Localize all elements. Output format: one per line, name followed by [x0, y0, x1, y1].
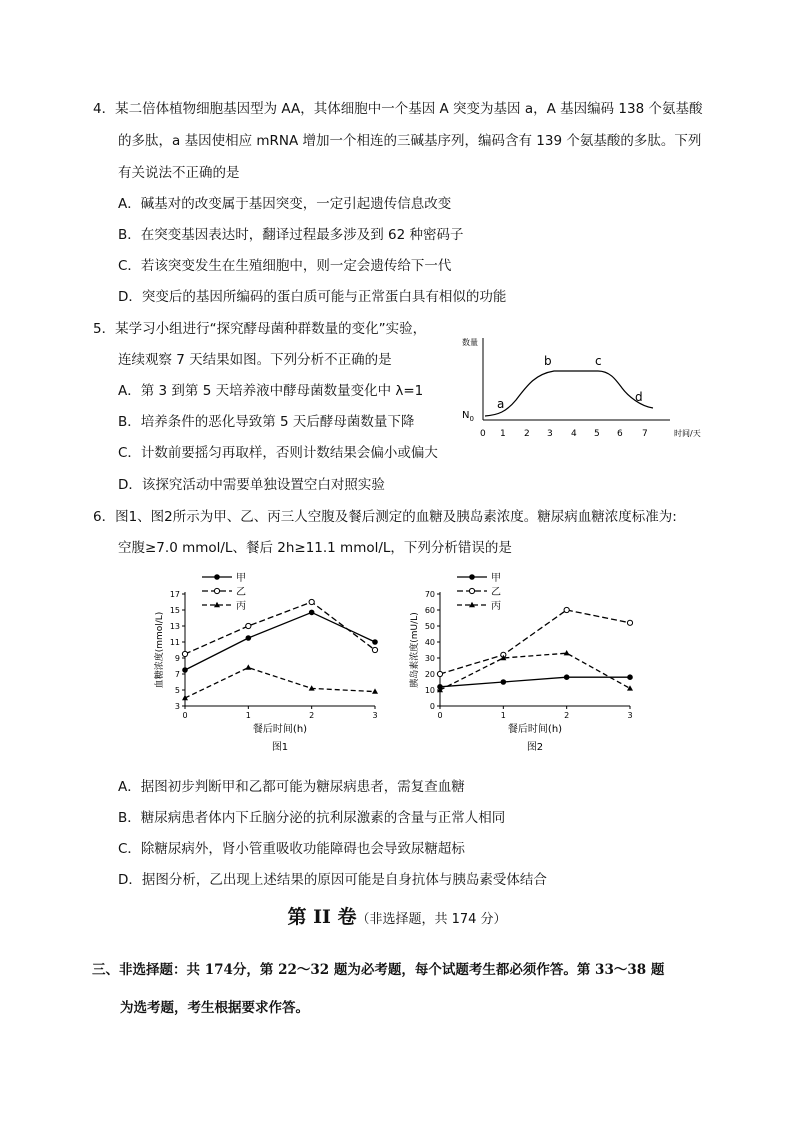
pop-tick-5: 5	[594, 429, 600, 439]
fig2-xtick-label: 1	[500, 711, 506, 720]
fig2-point-s0	[501, 679, 507, 685]
fig1-legend-label-0: 甲	[236, 573, 246, 584]
fig1-ytick-label: 9	[174, 654, 180, 663]
fig2-series-line-0	[440, 677, 630, 687]
fig2-legend-label-1: 乙	[491, 587, 501, 598]
pop-point-d: d	[635, 390, 643, 404]
pop-tick-7: 7	[642, 429, 648, 439]
fig1-xtick-label: 2	[309, 711, 315, 720]
fig1-ytick-label: 5	[174, 686, 180, 695]
fig2-ytick-label: 30	[424, 654, 435, 663]
fig1-point-s0	[182, 667, 188, 673]
fig2-ylabel: 胰岛素浓度(mU/L)	[410, 612, 420, 688]
fig2-legend-label-0: 甲	[491, 573, 501, 584]
q5-option-d: D．该探究活动中需要单独设置空白对照实验	[118, 477, 385, 493]
section-instruction-line-1: 三、非选择题：共 174分，第 22～32 题为必考题，每个试题考生都必须作答。第 33～38 题	[92, 962, 665, 978]
fig1-ytick-label: 11	[169, 638, 180, 647]
fig1-ytick-label: 7	[174, 670, 180, 679]
fig1-legend-label-1: 乙	[236, 587, 246, 598]
pop-point-c: c	[595, 354, 602, 368]
fig1-xlabel: 餐后时间(h)	[252, 724, 308, 735]
pop-curve	[485, 371, 653, 416]
fig2-ytick-label: 0	[429, 702, 435, 711]
q4-option-d: D．突变后的基因所编码的蛋白质可能与正常蛋白具有相似的功能	[118, 289, 507, 305]
fig2-xtick-label: 3	[627, 711, 633, 720]
fig1-point-s1	[372, 647, 377, 652]
fig1-point-s1	[246, 623, 251, 628]
pop-ylabel: 数量	[462, 338, 478, 347]
fig2-ytick-label: 10	[424, 686, 435, 695]
section-title	[0, 902, 794, 929]
fig2-ytick-label: 50	[424, 622, 435, 631]
fig1-series-line-2	[185, 668, 375, 698]
fig1-point-s0	[372, 639, 378, 645]
insulin-chart	[405, 568, 655, 760]
fig2-series-line-1	[440, 610, 630, 674]
fig1-ytick-label: 13	[169, 622, 180, 631]
fig1-xtick-label: 3	[372, 711, 378, 720]
pop-tick-4: 4	[571, 429, 577, 439]
fig2-xlabel: 餐后时间(h)	[507, 724, 563, 735]
fig1-series-line-1	[185, 602, 375, 654]
fig2-title: 图2	[526, 742, 544, 753]
fig1-point-s0	[309, 610, 315, 616]
fig2-legend-marker-1	[469, 588, 474, 593]
fig2-point-s0	[627, 674, 633, 680]
fig1-legend-label-2: 丙	[236, 601, 246, 612]
fig1-ytick-label: 3	[174, 702, 180, 711]
fig1-ytick-label: 15	[169, 606, 180, 615]
fig1-ytick-label: 17	[169, 590, 180, 599]
q6-option-b: B．糖尿病患者体内下丘脑分泌的抗利尿激素的含量与正常人相同	[118, 810, 506, 826]
fig1-point-s0	[246, 635, 252, 641]
fig2-point-s2	[564, 650, 570, 655]
section-title-sub: （非选择题，共 174 分）	[356, 912, 507, 927]
fig1-point-s2	[245, 664, 251, 669]
fig1-xtick-label: 1	[245, 711, 251, 720]
blood-glucose-chart	[150, 568, 400, 760]
fig1-point-s2	[372, 688, 378, 693]
q6-option-c: C．除糖尿病外，肾小管重吸收功能障碍也会导致尿糖超标	[118, 841, 465, 857]
section-title-main: 第 II 卷	[287, 906, 357, 928]
q6-stem-line-1: 6．图1、图2所示为甲、乙、丙三人空腹及餐后测定的血糖及胰岛素浓度。糖尿病血糖浓度标准为:	[93, 509, 677, 525]
pop-tick-6: 6	[617, 429, 623, 439]
fig2-ytick-label: 60	[424, 606, 435, 615]
fig2-point-s1	[564, 607, 569, 612]
pop-tick-3: 3	[547, 429, 553, 439]
q6-stem-line-2: 空腹≥7.0 mmol/L、餐后 2h≥11.1 mmol/L，下列分析错误的是	[118, 540, 512, 556]
q5-option-a: A．第 3 到第 5 天培养液中酵母菌数量变化中 λ=1	[118, 383, 424, 399]
fig1-legend-marker-1	[214, 588, 219, 593]
pop-point-a: a	[497, 397, 505, 411]
q4-option-c: C．若该突变发生在生殖细胞中，则一定会遗传给下一代	[118, 258, 452, 274]
pop-n0-label	[462, 410, 474, 423]
fig1-point-s1	[182, 651, 187, 656]
fig2-ytick-label: 20	[424, 670, 435, 679]
pop-tick-0: 0	[480, 429, 486, 439]
fig1-legend-marker-0	[214, 574, 220, 580]
q4-stem-line-1: 4．某二倍体植物细胞基因型为 AA，其体细胞中一个基因 A 突变为基因 a，A 基因编码 138 个氨基酸	[93, 101, 703, 117]
pop-xlabel: 时间/天	[674, 429, 701, 438]
pop-tick-2: 2	[524, 429, 530, 439]
pop-n0-main: N	[462, 410, 470, 421]
pop-tick-1: 1	[500, 429, 506, 439]
population-growth-chart	[458, 330, 718, 445]
fig2-xtick-label: 0	[437, 711, 443, 720]
fig1-point-s1	[309, 599, 314, 604]
fig2-legend-label-2: 丙	[491, 601, 501, 612]
pop-n0-sub: 0	[469, 415, 474, 423]
fig2-point-s1	[437, 671, 442, 676]
fig2-xtick-label: 2	[564, 711, 570, 720]
fig2-point-s0	[564, 674, 570, 680]
q5-stem-line-2: 连续观察 7 天结果如图。下列分析不正确的是	[118, 352, 392, 368]
q4-option-a: A．碱基对的改变属于基因突变，一定引起遗传信息改变	[118, 196, 452, 212]
q4-option-b: B．在突变基因表达时，翻译过程最多涉及到 62 种密码子	[118, 227, 464, 243]
fig1-title: 图1	[271, 742, 289, 753]
q5-stem-line-1: 5．某学习小组进行“探究酵母菌种群数量的变化”实验，	[93, 321, 427, 337]
fig2-point-s1	[627, 620, 632, 625]
fig2-ytick-label: 70	[424, 590, 435, 599]
q5-option-b: B．培养条件的恶化导致第 5 天后酵母菌数量下降	[118, 414, 415, 430]
fig1-ylabel: 血糖浓度(mmol/L)	[155, 611, 165, 689]
q6-option-a: A．据图初步判断甲和乙都可能为糖尿病患者，需复查血糖	[118, 779, 465, 795]
section-instruction-line-2: 为选考题，考生根据要求作答。	[120, 1000, 309, 1016]
fig2-legend-marker-0	[469, 574, 475, 580]
q4-stem-line-3: 有关说法不正确的是	[118, 165, 240, 181]
q4-stem-line-2: 的多肽，a 基因使相应 mRNA 增加一个相连的三碱基序列，编码含有 139 个氨基酸的多肽。下列	[118, 133, 702, 149]
fig1-xtick-label: 0	[182, 711, 188, 720]
q6-option-d: D．据图分析，乙出现上述结果的原因可能是自身抗体与胰岛素受体结合	[118, 872, 547, 888]
pop-point-b: b	[544, 354, 552, 368]
q5-option-c: C．计数前要摇匀再取样，否则计数结果会偏小或偏大	[118, 445, 438, 461]
fig2-ytick-label: 40	[424, 638, 435, 647]
